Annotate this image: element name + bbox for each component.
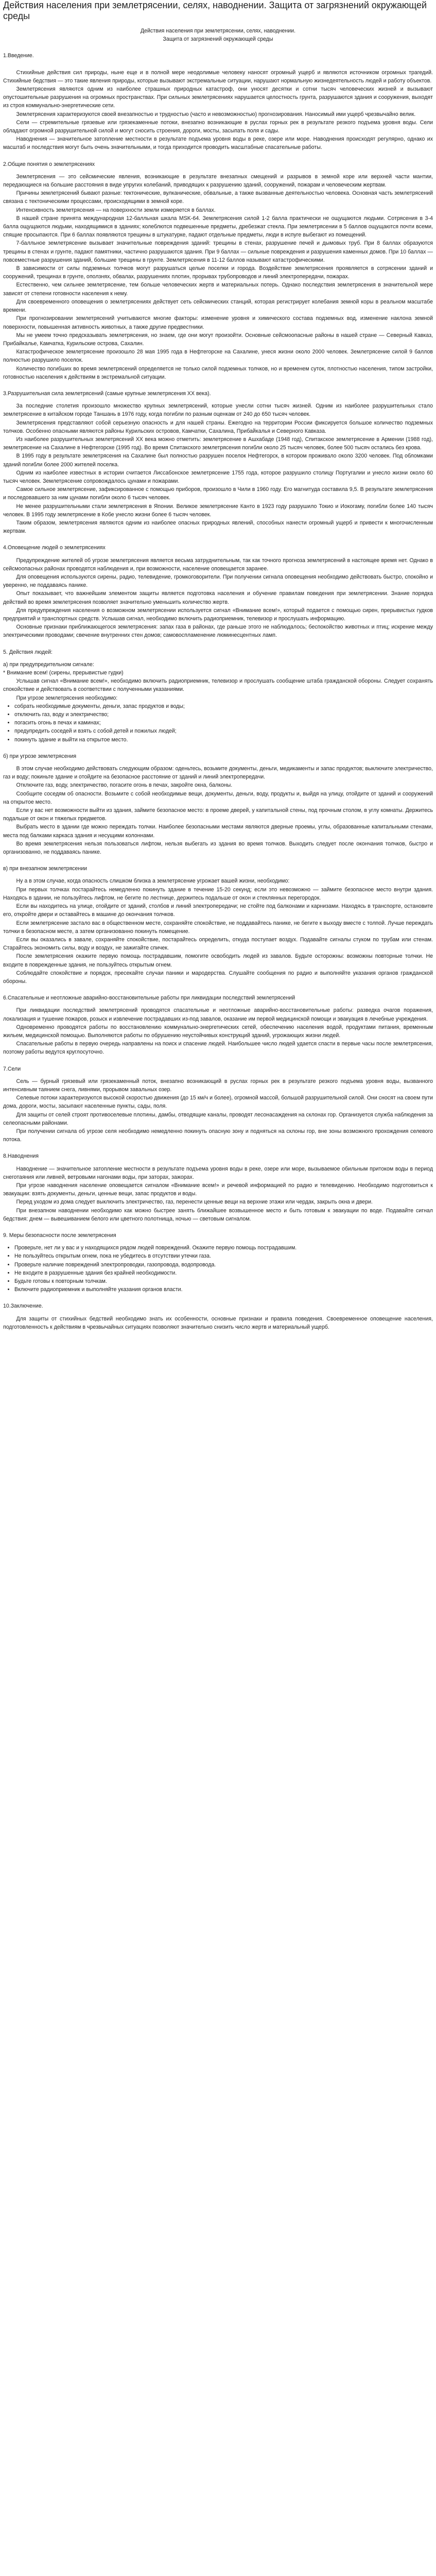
bullet-list	[3, 702, 433, 744]
list-item: • Проверьте, нет ли у вас и у находящихся рядом людей повреждений. Окажите первую помощь пострадавшим.	[14, 1244, 433, 1252]
paragraph: При внезапном наводнении необходимо как можно быстрее занять ближайшее возвышенное место и быть готовым к эвакуации по воде. Подавайте сигнал бедствия: днем — вывешиванием белого или цветного полотнища, ночью — световым сигналом.	[3, 1207, 433, 1222]
paragraph: Наводнения — значительное затопление местности в результате подъема уровня воды в реке, озере или море. Наводнения происходят регулярно, однако их масштаб и последствия могут быть очень значительными, и тогда приходится проводить масштабные спасательные работы.	[3, 136, 433, 151]
paragraph: Естественно, чем сильнее землетрясение, тем больше человеческих жертв и материальных потерь. Однако последствия землетрясения в значительной мере зависят от степени готовности населения к нему.	[3, 282, 433, 297]
page-title: Действия населения при землетрясении, селях, наводнении. Защита от загрязнений окружающей среды	[3, 0, 427, 21]
paragraph: Для своевременного оповещения о землетрясениях действует сеть сейсмических станций, которая регистрирует колебания земной коры в реальном масштабе времени.	[3, 298, 433, 314]
spacer	[3, 168, 433, 173]
spacer	[3, 1161, 433, 1165]
section-heading: в) при внезапном землетрясении	[3, 866, 88, 872]
paragraph: Опыт показывает, что важнейшим элементом защиты является подготовка населения и обучение правилам поведения при землетрясении. Знание порядка действий во время землетрясения позволяет значительно уменьшить количество жертв.	[3, 590, 433, 605]
spacer	[3, 1223, 433, 1231]
section-heading: 4.Оповещение людей о землетрясениях	[3, 545, 106, 551]
paragraph: Катастрофическое землетрясение произошло 28 мая 1995 года в Нефтегорске на Сахалине, унеся жизни около 2000 человек. Землетрясение силой 9 баллов полностью разрушило поселок.	[3, 349, 433, 364]
paragraph: Самое сильное землетрясение, зафиксированное с помощью приборов, произошло в Чили в 1960 году. Его магнитуда составила 9,5. В результате землетрясения и последовавшего за ним цунами погибли около 6 тысяч человек.	[3, 486, 433, 501]
section-heading: 8.Наводнения	[3, 1153, 39, 1160]
spacer	[3, 1311, 433, 1315]
paragraph: Интенсивность землетрясения — на поверхности земли измеряется в баллах.	[16, 207, 216, 213]
section-heading: а) при предупредительном сигнале:	[3, 661, 94, 668]
list-item: • покинуть здание и выйти на открытое место.	[14, 736, 433, 744]
spacer	[3, 1144, 433, 1152]
paragraph: Стихийные действия сил природы, ныне еще и в полной мере неодолимые человеку наносят огромный ущерб и являются источником огромных трагедий. Стихийные бедствия — это такие явления природы, которые вызывают экстремальные ситуации, нарушают нормальную жизнедеятельность людей и работу объектов.	[3, 69, 433, 84]
spacer	[3, 656, 433, 660]
paragraph: 7-балльное землетрясение вызывает значительные повреждения зданий: трещины в стенах, разрушение печей и дымовых труб. При 8 баллах образуются трещины в стенах и грунте, падают памятники, частично разрушаются здания. При 9 баллах — сильные повреждения и разрушения каменных домов. При 10 баллах — повсеместные разрушения зданий, большие трещины в грунте. Землетрясения в 11-12 баллов называют катастрофическими.	[3, 240, 433, 263]
section-heading: б) при угрозе землетрясения	[3, 753, 77, 759]
paragraph: При прогнозировании землетрясений учитываются многие факторы: изменение уровня и химического состава подземных вод, изменение наклона земной поверхности, повышенная активность животных, а также другие предвестники.	[3, 315, 433, 330]
paragraph: При угрозе наводнения население оповещается сигналом «Внимание всем!» и речевой информацией по радио и телевидению. Необходимо подготовиться к эвакуации: взять документы, деньги, ценные вещи, запас продуктов и воды.	[3, 1182, 433, 1197]
section-heading: 1.Введение.	[3, 53, 34, 59]
spacer	[3, 760, 433, 765]
paragraph: Одним из наиболее известных в истории считается Лиссабонское землетрясение 1755 года, которое разрушило столицу Португалии и унесло жизни около 60 тысяч человек. Землетрясение сопровождалось цунами и пожарами.	[3, 469, 433, 484]
section-heading: 7.Сели	[3, 1065, 21, 1072]
spacer	[3, 398, 433, 402]
section-heading: 6.Спасательные и неотложные аварийно-восстановительные работы при ликвидации последствий землетрясений	[3, 995, 295, 1002]
paragraph: Причины землетрясений бывают разные: тектонические, вулканические, обвальные, а также вызванные деятельностью человека. Основная часть землетрясений связана с тектоническими процессами, происходящими в земной коре.	[3, 190, 433, 205]
spacer	[3, 1057, 433, 1065]
list-item: • собрать необходимые документы, деньги, запас продуктов и воды;	[14, 702, 433, 710]
paragraph: Выбрать место в здании где можно переждать толчки. Наиболее безопасными местами являются дверные проемы, углы, образованные капитальными стенами, места под балками каркаса здания и несущими колоннами.	[3, 824, 433, 839]
paragraph: Из наиболее разрушительных землетрясений XX века можно отметить: землетрясение в Ашхабаде (1948 год), Спитакское землетрясение в Армении (1988 год), землетрясение на Сахалине в Нефтегорске (1995 год). Во время Спитакского землетрясения погибли около 25 тысяч человек, более 500 тысяч остались без крова.	[3, 436, 433, 451]
subtitle-2: Защита от загрязнений окружающей среды	[163, 36, 273, 43]
paragraph: В зависимости от силы подземных толчков могут разрушаться целые поселки и города. Воздействие землетрясения проявляется в сотрясении зданий и сооружений, трещинах в грунте, оползнях, обвалах, разрушениях плотин, прорывах трубопроводов и линий электропередачи, пожарах.	[3, 265, 433, 280]
spacer	[3, 640, 433, 648]
paragraph: После землетрясения окажите первую помощь пострадавшим, помогите освободить людей из завалов. Будьте осторожны: возможны повторные толчки. Не входите в поврежденные здания, не пользуйтесь открытым огнем.	[3, 953, 433, 968]
spacer	[3, 1002, 433, 1006]
paragraph: Количество погибших во время землетрясений определяется не только силой подземных толчков, но и временем суток, плотностью населения, типом застройки, готовностью населения к действиям в экстремальной ситуации.	[3, 365, 433, 380]
list-item: • Не пользуйтесь открытым огнем, пока не убедитесь в отсутствии утечки газа.	[14, 1252, 433, 1260]
paragraph: В нашей стране принята международная 12-балльная шкала MSK-64. Землетрясения силой 1-2 балла практически не ощущаются людьми. Сотрясения в 3-4 балла ощущаются людьми, находящимися в зданиях; колеблются подвешенные предметы, дребезжат стекла. При землетрясении в 5 баллов ощущаются почти всеми, спящие просыпаются. При 6 баллах появляются трещины в штукатурке, падают отдельные предметы, люди в испуге выбегают из помещений.	[3, 215, 433, 239]
paragraph: Предупреждение жителей об угрозе землетрясения является весьма затруднительным, так как точного прогноза землетрясений в настоящее время нет. Однако в сейсмоопасных районах проводятся наблюдения и, при возможности, население оповещается заранее.	[3, 557, 433, 572]
spacer	[3, 60, 433, 69]
paragraph: Если вы оказались в завале, сохраняйте спокойствие, постарайтесь определить, откуда поступает воздух. Подавайте сигналы стуком по трубам или стенам. Старайтесь экономить силы, воду и воздух, не зажигайте спичек.	[3, 936, 433, 952]
paragraph: Если землетрясение застало вас в общественном месте, сохраняйте спокойствие, не поддавайтесь панике, не бегите к выходу вместе с толпой. Лучше переждать толчки в безопасном месте, а затем организованно покинуть помещение.	[3, 920, 433, 935]
spacer	[3, 744, 433, 752]
paragraph: Землетрясения — это сейсмические явления, возникающие в результате внезапных смещений и разрывов в земной коре или верхней части мантии, передающиеся на большие расстояния в виде упругих колебаний, приводящих к разрушению зданий, сооружений, пожарам и человеческим жертвам.	[3, 173, 433, 189]
paragraph: Услышав сигнал «Внимание всем!», необходимо включить радиоприемник, телевизор и прослушать сообщение штаба гражданской обороны. Следует сохранять спокойствие и действовать в соответствии с полученными указаниями.	[3, 678, 433, 693]
subtitle: Действия населения при землетрясении, селях, наводнении.	[140, 28, 296, 34]
paragraph: Одновременно проводятся работы по восстановлению коммунально-энергетических сетей, обеспечению населения водой, продуктами питания, временным жильем, медицинской помощью. Выполняются работы по обрушению неустойчивых конструкций зданий, угрожающих жизни людей.	[3, 1024, 433, 1039]
section-heading: 3.Разрушительная сила землетрясений (самые крупные землетрясения XX века).	[3, 390, 211, 397]
spacer	[3, 535, 433, 544]
spacer	[3, 1240, 433, 1244]
paragraph: Таким образом, землетрясения являются одним из наиболее опасных природных явлений, способных нанести огромный ущерб и привести к многочисленным жертвам.	[3, 519, 433, 535]
paragraph: При получении сигнала об угрозе селя необходимо немедленно покинуть опасную зону и подняться на склоны гор, вне зоны возможного прохождения селевого потока.	[3, 1128, 433, 1143]
paragraph: Землетрясения являются одним из наиболее страшных природных катастроф, они уносят десятки и сотни тысяч человеческих жизней и вызывают опустошительные разрушения на огромных пространствах. При сильных землетрясениях нарушается целостность грунта, разрушаются здания и сооружения, выходят из строя коммунально-энергетические сети.	[3, 86, 433, 109]
list-item: • Проверьте наличие повреждений электропроводки, газопровода, водопровода.	[14, 1261, 433, 1269]
paragraph: При первых толчках постарайтесь немедленно покинуть здание в течение 15-20 секунд; если это невозможно — займите безопасное место внутри здания. Находясь в здании, не пользуйтесь лифтом, не бегите по лестнице, держитесь подальше от окон и стеклянных перегородок.	[3, 886, 433, 901]
paragraph: Мы не умеем точно предсказывать землетрясения, но знаем, где они могут произойти. Основные сейсмоопасные районы в нашей стране — Северный Кавказ, Прибайкалье, Камчатка, Курильские острова, Сахалин.	[3, 332, 433, 347]
spacer	[3, 856, 433, 865]
section-heading: 2.Общие понятия о землетрясениях	[3, 161, 95, 167]
paragraph: Для оповещения используются сирены, радио, телевидение, громкоговорители. При получении сигнала оповещения необходимо действовать быстро, спокойно и уверенно, не поддаваясь панике.	[3, 573, 433, 589]
paragraph: Сель — бурный грязевый или грязекаменный поток, внезапно возникающий в руслах горных рек в результате резкого подъема уровня воды, вызванного интенсивным таянием снега, ливнями, прорывом завальных озер.	[3, 1078, 433, 1093]
section-heading: 5. Действия людей:	[3, 649, 53, 655]
paragraph: Перед уходом из дома следует выключить электричество, газ, перенести ценные вещи на верхние этажи или чердак, закрыть окна и двери.	[16, 1199, 373, 1206]
paragraph: Землетрясения характеризуются своей внезапностью и трудностью (часто и невозможностью) прогнозирования. Наносимый ими ущерб чрезвычайно велик.	[16, 111, 416, 117]
paragraph: Если у вас нет возможности выйти из здания, займите безопасное место: в проеме дверей, у капитальной стены, под прочным столом, в углу комнаты. Держитесь подальше от окон и тяжелых предметов.	[3, 807, 433, 822]
paragraph: Для предупреждения населения о возможном землетрясении используется сигнал «Внимание всем!», который подается с помощью сирен, прерывистых гудков предприятий и транспортных средств. Услышав сигнал, необходимо включить радиоприемник, телевизор и прослушать информацию.	[3, 607, 433, 622]
list-item: • погасить огонь в печах и каминах;	[14, 719, 433, 727]
list-item: • отключить газ, воду и электричество;	[14, 710, 433, 719]
paragraph: Селевые потоки характеризуются высокой скоростью движения (до 15 км/ч и более), огромной массой, большой разрушительной силой. Они сносят на своем пути дома, дороги, мосты, засыпают населенные пункты, сады, поля.	[3, 1095, 433, 1110]
paragraph: Основные признаки приближающегося землетрясения: запах газа в районах, где раньше этого не наблюдалось; беспокойство животных и птиц; искрение между электрическими проводами; свечение внутренних стен домов; самовоспламенение люминесцентных ламп.	[3, 624, 433, 639]
list-item: • Не входите в разрушенные здания без крайней необходимости.	[14, 1269, 433, 1277]
list-item: • предупредить соседей и взять с собой детей и пожилых людей;	[14, 727, 433, 735]
bullet-list	[3, 1244, 433, 1294]
spacer	[3, 552, 433, 556]
section-heading: * Внимание всем! (сирены, прерывистые гудки)	[3, 670, 124, 676]
document-body	[3, 52, 433, 1331]
paragraph: Для защиты от селей строят противоселевые плотины, дамбы, отводящие каналы, проводят лесонасаждения на склонах гор. Организуется служба наблюдения за селеопасными районами.	[3, 1111, 433, 1126]
spacer	[3, 381, 433, 389]
list-item: • Будьте готовы к повторным толчкам.	[14, 1277, 433, 1285]
paragraph: В 1995 году в результате землетрясения на Сахалине был полностью разрушен поселок Нефтегорск, в котором проживало около 3200 человек. Под обломками зданий погибли более 2000 жителей поселка.	[3, 453, 433, 468]
paragraph: Отключите газ, воду, электричество, погасите огонь в печах, закройте окна, балконы.	[16, 782, 233, 789]
paragraph: Спасательные работы в первую очередь направлены на поиск и спасение людей. Наибольшее число людей удается спасти в первые часы после землетрясения, поэтому работы ведутся круглосуточно.	[3, 1041, 433, 1056]
spacer	[3, 1073, 433, 1077]
paragraph: Если вы находитесь на улице, отойдите от зданий, столбов и линий электропередачи; не стойте под балконами и карнизами. Находясь в транспорте, остановите его, откройте двери и оставайтесь в машине до окончания толчков.	[3, 903, 433, 918]
paragraph: Не менее разрушительными стали землетрясения в Японии. Великое землетрясение Канто в 1923 году разрушило Токио и Иокогаму, погибли более 140 тысяч человек. В 1995 году землетрясение в Кобе унесло жизни более 6 тысяч человек.	[3, 503, 433, 518]
paragraph: Наводнение — значительное затопление местности в результате подъема уровня воды в реке, озере или море, вызываемое обильным притоком воды в период снеготаяния или ливней, ветровыми нагонами воды, при заторах, зажорах.	[3, 1165, 433, 1180]
spacer	[3, 986, 433, 994]
paragraph: Соблюдайте спокойствие и порядок, пресекайте случаи паники и мародерства. Слушайте сообщения по радио и выполняйте указания органов гражданской обороны.	[3, 970, 433, 985]
paragraph: В этом случае необходимо действовать следующим образом: оденьтесь, возьмите документы, деньги, медикаменты и запас продуктов; выключите электричество, газ и воду; покиньте здание и отойдите на безопасное расстояние от зданий и линий электропередачи.	[3, 766, 433, 781]
paragraph: За последние столетия произошло множество крупных землетрясений, которые унесли сотни тысяч жизней. Одним из наиболее разрушительных стало землетрясение в китайском городе Таншань в 1976 году, когда погибли по разным оценкам от 240 до 650 тысяч человек.	[3, 403, 433, 418]
paragraph: При ликвидации последствий землетрясений проводятся спасательные и неотложные аварийно-восстановительные работы: разведка очагов поражения, локализация и тушение пожаров, розыск и извлечение пострадавших из-под завалов, оказание им первой медицинской помощи и эвакуация в лечебные учреждения.	[3, 1007, 433, 1022]
paragraph: Сообщите соседям об опасности. Возьмите с собой необходимые вещи, документы, деньги, воду, продукты и, выйдя на улицу, отойдите от зданий и сооружений на открытое место.	[3, 790, 433, 805]
paragraph: Ну а в этом случае, когда опасность слишком близка а землетрясение угрожает вашей жизни, необходимо:	[16, 878, 290, 885]
spacer	[3, 152, 433, 160]
paragraph: Во время землетрясения нельзя пользоваться лифтом, нельзя выбегать из здания во время толчков. Выходить следует после окончания толчков, быстро и организованно, не поддаваясь панике.	[3, 840, 433, 856]
paragraph: Сели — стремительные грязевые или грязекаменные потоки, внезапно возникающие в руслах горных рек в результате резкого подъема уровня воды. Сели обладают огромной разрушительной силой и могут сносить строения, дороги, мосты, засыпать поля и сады.	[3, 119, 433, 134]
list-item: • Включите радиоприемник и выполняйте указания органов власти.	[14, 1285, 433, 1294]
paragraph: Для защиты от стихийных бедствий необходимо знать их особенности, основные признаки и правила поведения. Своевременное оповещение населения, подготовленность к действиям в чрезвычайных ситуациях позволяют значительно снизить число жертв и материальный ущерб.	[3, 1315, 433, 1330]
section-heading: 10.Заключение.	[3, 1303, 43, 1310]
spacer	[3, 1294, 433, 1302]
section-heading: 9. Меры безопасности после землетрясения	[3, 1232, 116, 1239]
paragraph: При угрозе землетрясения необходимо:	[16, 694, 118, 701]
paragraph: Землетрясения представляют собой серьезную опасность и для нашей страны. Ежегодно на территории России фиксируется большое количество подземных толчков. Особенно опасными являются районы Курильских островов, Камчатки, Сахалина, Прибайкалья и Северного Кавказа.	[3, 419, 433, 434]
spacer	[3, 873, 433, 877]
